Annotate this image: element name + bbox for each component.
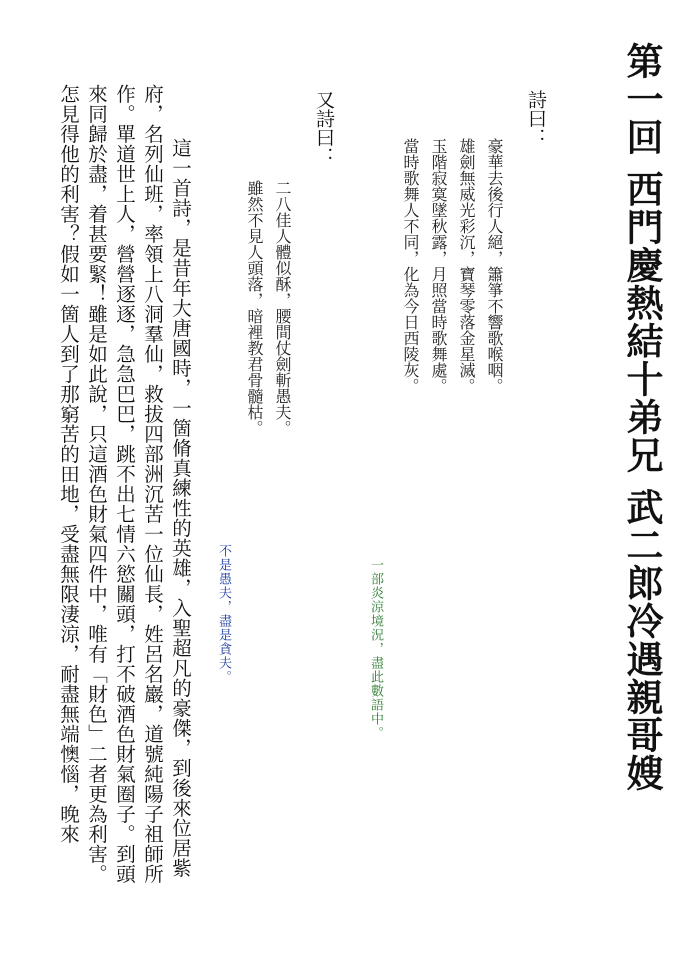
poem-label: 詩曰： [525,90,547,147]
poem-line: 當時歌舞人不同，化為今日西陵灰。 [401,138,420,394]
poem-line: 玉階寂寞墜秋露，月照當時歌舞處。 [429,138,448,394]
prose-column: 這一首詩，是昔年大唐國時，一箇脩真練性的英雄，入聖超凡的豪傑，到後來位居紫 [169,138,192,878]
prose-column: 作。單道世上人，營營逐逐，急急巴巴，跳不出七情六慾關頭，打不破酒色財氣圈子。到頭 [113,84,136,884]
commentary-note: 不是愚夫，盡是貪夫。 [216,544,231,684]
prose-column: 怎見得他的利害？假如一箇人到了那窮苦的田地，受盡無限淒涼，耐盡無端懊惱，晚來 [57,84,80,844]
commentary-note: 一部炎涼境況，盡此數語中。 [368,558,383,740]
poem-line: 雄劍無威光彩沉，寶琴零落金星滅。 [457,138,476,394]
chapter-title: 第一回 西門慶熱結十弟兄 武二郎冷遇親哥嫂 [620,42,663,792]
poem-label: 又詩曰： [313,90,335,166]
poem-line: 豪華去後行人絕，簫箏不響歌喉咽。 [485,138,504,394]
prose-column: 來同歸於盡，着甚要緊！雖是如此說，只這酒色財氣四件中，唯有「財色」二者更為利害。 [85,84,108,884]
prose-column: 府，名列仙班，率領上八洞羣仙，救拔四部洲沉苦一位仙長，姓呂名巖，道號純陽子祖師所 [141,84,164,884]
poem-line: 雖然不見人頭落，暗裡教君骨髓枯。 [245,180,264,436]
poem-line: 二八佳人體似酥，腰間仗劍斬愚夫。 [273,180,292,436]
